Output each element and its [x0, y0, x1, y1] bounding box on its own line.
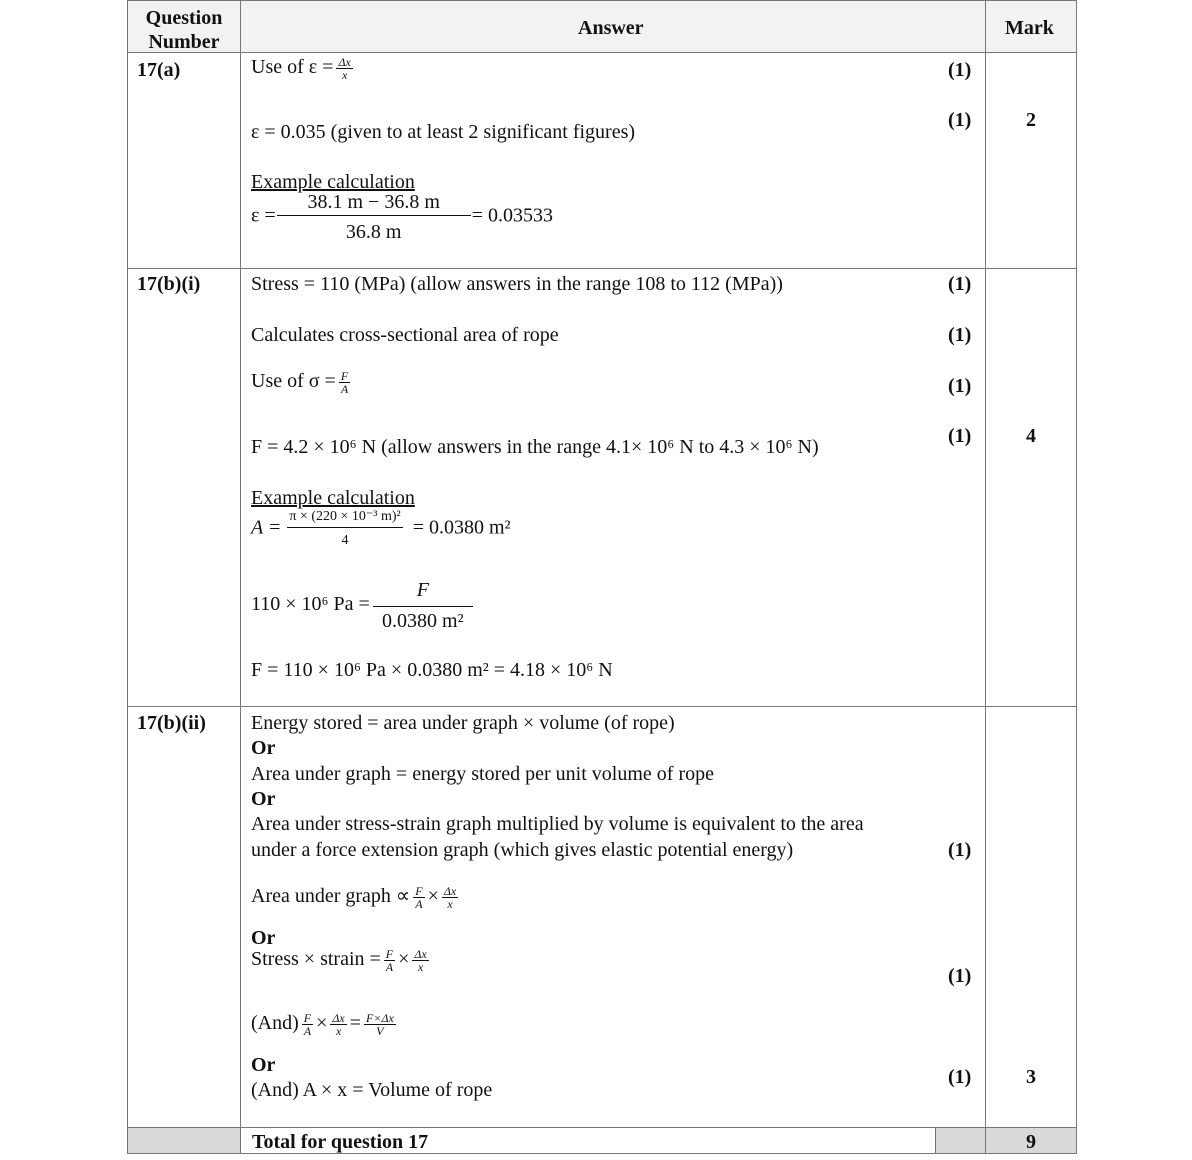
mark: (1) [948, 1066, 972, 1088]
text: 110 × 10⁶ Pa = [251, 593, 370, 616]
answer-line [251, 885, 461, 910]
table-border [127, 0, 1077, 1]
denominator: x [417, 960, 424, 974]
numerator: π × (220 × 10⁻³ m)² [287, 510, 402, 528]
numerator: F [385, 947, 394, 961]
table-border [127, 1127, 1077, 1128]
fraction [336, 56, 352, 81]
text: Use of σ = [251, 370, 336, 393]
fraction [412, 948, 428, 973]
table-border [240, 0, 241, 1153]
answer-line: Energy stored = area under graph × volume (of rope) [251, 712, 675, 734]
text: = 0.03533 [471, 204, 553, 227]
answer-line [251, 370, 353, 395]
text: Use of ε = [251, 56, 334, 79]
fraction [330, 1012, 346, 1037]
total-row-shade [935, 1127, 1076, 1153]
denominator: A [385, 960, 394, 974]
answer-line: Area under stress-strain graph multiplied by volume is equivalent to the area [251, 813, 864, 835]
mark: (1) [948, 273, 972, 295]
fraction [287, 510, 402, 548]
text: × [427, 885, 439, 908]
or-label: Or [251, 1054, 276, 1076]
or-label: Or [251, 788, 276, 810]
numerator: F [415, 884, 423, 898]
numerator: F [303, 1011, 312, 1025]
numerator: Δx [332, 1011, 345, 1025]
fraction [442, 885, 458, 910]
header-answer: Answer [578, 17, 644, 39]
answer-line: under a force extension graph (which gives elastic potential energy) [251, 839, 794, 861]
denominator: x [341, 68, 348, 82]
numerator: 38.1 m − 36.8 m [277, 192, 471, 216]
mark: (1) [948, 324, 972, 346]
stress-calculation [251, 580, 476, 631]
numerator: F [373, 580, 473, 607]
fraction [279, 192, 469, 242]
text: = [349, 1012, 362, 1035]
text: × [316, 1012, 328, 1035]
text: = 0.0380 m² [412, 516, 511, 539]
text: A = [251, 516, 282, 539]
area-calculation [251, 510, 511, 548]
table-border [127, 1153, 1077, 1154]
fraction [364, 1012, 396, 1037]
total-row-shade [127, 1127, 240, 1153]
example-heading: Example calculation [251, 487, 415, 509]
header-question-number: Question Number [145, 7, 223, 53]
numerator: Δx [414, 947, 427, 961]
mark: (1) [948, 839, 972, 861]
row-total-mark: 4 [1026, 425, 1036, 447]
denominator: 0.0380 m² [382, 610, 464, 632]
table-border [935, 1127, 936, 1153]
denominator: A [303, 1024, 312, 1038]
fraction [384, 948, 395, 973]
fraction [413, 885, 424, 910]
text: (And) [251, 1012, 299, 1035]
text: Area under graph ∝ [251, 885, 411, 908]
answer-line [251, 56, 356, 81]
question-number: 17(b)(ii) [137, 712, 206, 734]
example-calculation [251, 192, 553, 242]
answer-line: Area under graph = energy stored per unit volume of rope [251, 763, 714, 785]
mark: (1) [948, 425, 972, 447]
row-total-mark: 3 [1026, 1066, 1036, 1088]
or-label: Or [251, 737, 276, 759]
text: × [398, 948, 410, 971]
denominator: 4 [341, 533, 349, 548]
numerator: Δx [443, 884, 457, 898]
answer-line: ε = 0.035 (given to at least 2 significant figures) [251, 121, 636, 143]
denominator: A [340, 382, 349, 396]
numerator: F [340, 369, 349, 383]
question-number: 17(b)(i) [137, 273, 201, 295]
mark: (1) [948, 109, 972, 131]
mark: (1) [948, 59, 972, 81]
denominator: A [415, 897, 423, 911]
force-calculation: F = 110 × 10⁶ Pa × 0.0380 m² = 4.18 × 10⁶ N [251, 659, 613, 681]
denominator: x [447, 897, 453, 911]
fraction [302, 1012, 313, 1037]
answer-line [251, 1012, 399, 1037]
denominator: V [376, 1024, 384, 1038]
numerator: F×Δx [366, 1011, 394, 1025]
table-border [1076, 0, 1077, 1153]
text: Stress × strain = [251, 948, 381, 971]
answer-line: (And) A × x = Volume of rope [251, 1079, 493, 1101]
fraction [373, 580, 473, 631]
fraction [339, 370, 350, 395]
header-mark: Mark [1005, 17, 1054, 39]
numerator: Δx [338, 55, 351, 69]
mark: (1) [948, 375, 972, 397]
table-border [127, 268, 1077, 269]
table-border [127, 0, 128, 1153]
example-heading: Example calculation [251, 171, 415, 193]
total-label: Total for question 17 [252, 1131, 429, 1153]
answer-line: Stress = 110 (MPa) (allow answers in the range 108 to 112 (MPa)) [251, 273, 783, 295]
answer-line [251, 948, 432, 973]
text: ε = [251, 204, 276, 227]
table-border [985, 0, 986, 1153]
denominator: 36.8 m [345, 221, 402, 243]
mark: (1) [948, 965, 972, 987]
answer-line: Calculates cross-sectional area of rope [251, 324, 559, 346]
question-number: 17(a) [137, 59, 181, 81]
table-border [127, 706, 1077, 707]
or-label: Or [251, 927, 276, 949]
table-border [127, 52, 1077, 53]
denominator: x [335, 1024, 342, 1038]
answer-line: F = 4.2 × 10⁶ N (allow answers in the range 4.1× 10⁶ N to 4.3 × 10⁶ N) [251, 436, 819, 458]
total-value: 9 [1026, 1131, 1036, 1153]
row-total-mark: 2 [1026, 109, 1036, 131]
